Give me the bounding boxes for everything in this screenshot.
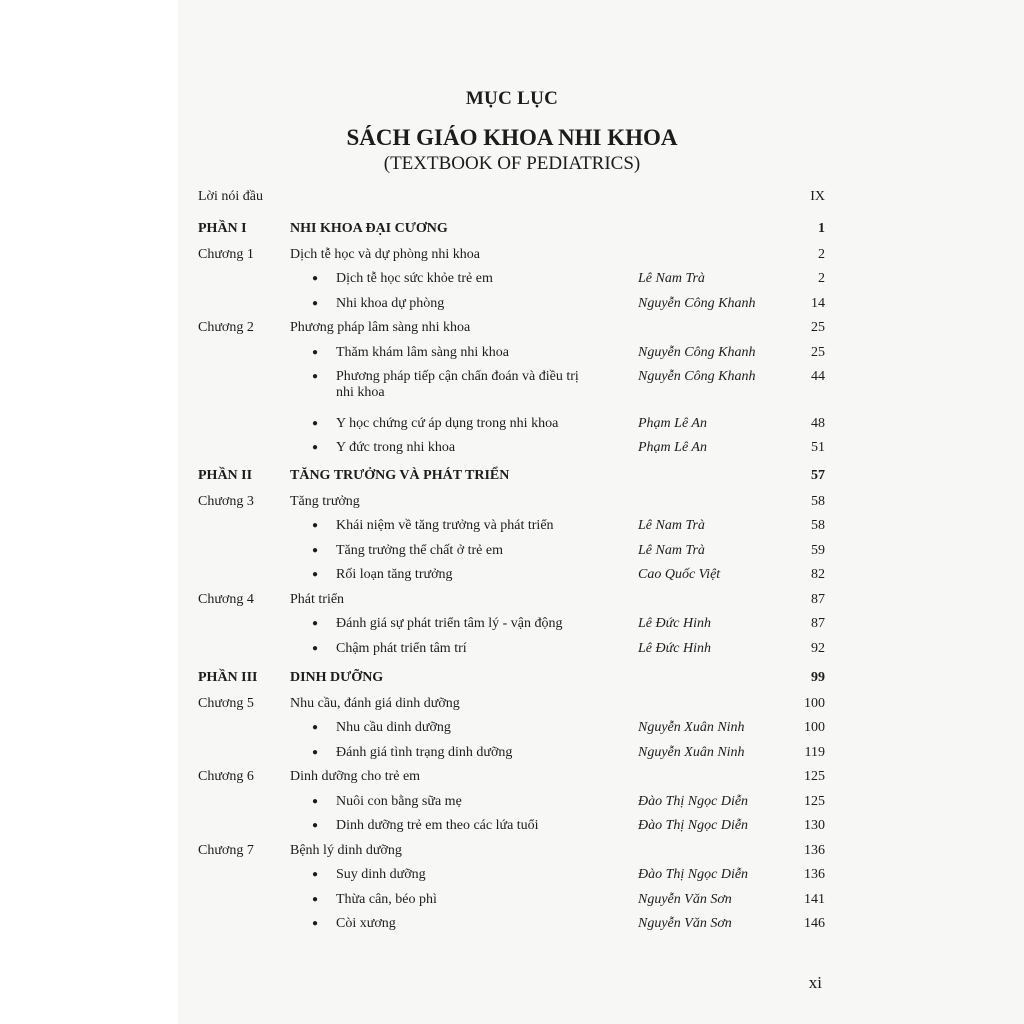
section-author: Lê Nam Trà [638,542,705,558]
section-page: 92 [811,640,825,656]
section-title: Y đức trong nhi khoa [336,440,456,455]
part-label: PHẦN II [198,468,253,483]
section-page: 2 [818,271,825,286]
part-title: DINH DƯỠNG [290,670,384,685]
part-title: NHI KHOA ĐẠI CƯƠNG [290,221,448,236]
section-author: Phạm Lê An [638,440,707,455]
part-label: PHẦN I [198,221,247,236]
bullet-icon: ● [312,273,319,284]
section-page: 25 [811,344,825,360]
bullet-icon: ● [312,297,319,309]
section-author: Đào Thị Ngọc Diễn [638,818,749,833]
toc-row-section [0,866,1024,888]
section-title: Nuôi con bằng sữa mẹ [336,793,462,809]
part-page: 99 [811,670,825,685]
chapter-title: Phát triển [290,591,345,607]
section-author: Nguyễn Công Khanh [638,295,756,311]
toc-row-chapter [0,842,1024,864]
toc-row-section [0,270,1024,292]
part-title: TĂNG TRƯỞNG VÀ PHÁT TRIỂN [290,468,510,483]
section-author: Lê Đức Hinh [638,640,711,656]
section-page: 51 [811,440,825,455]
section-page: 44 [811,369,825,384]
chapter-page: 100 [804,695,825,711]
page-number: xi [808,973,822,992]
bullet-icon: ● [312,722,319,733]
toc-row-chapter [0,591,1024,613]
bullet-icon: ● [312,569,319,580]
toc-row-section [0,817,1024,839]
toc-row-section [0,295,1024,317]
bullet-icon: ● [312,520,319,531]
chapter-label: Chương 7 [198,842,254,858]
bullet-icon: ● [312,371,319,382]
section-author: Đào Thị Ngọc Diễn [638,867,749,882]
section-page: 14 [811,295,825,311]
section-page: 59 [811,542,825,558]
section-title: Tăng trưởng thể chất ở trẻ em [336,542,504,558]
toc-row-section [0,566,1024,588]
section-author: Cao Quốc Việt [638,567,721,582]
bullet-icon: ● [312,918,319,929]
toc-row-part [0,669,1024,691]
toc-row-section [0,344,1024,366]
section-title: Dinh dưỡng trẻ em theo các lứa tuổi [336,818,539,833]
chapter-title: Bệnh lý dinh dưỡng [290,842,402,858]
section-title: Phương pháp tiếp cận chẩn đoán và điều trị [336,369,579,384]
toc-row-section [0,915,1024,937]
section-title: Thừa cân, béo phì [336,891,437,907]
section-author: Phạm Lê An [638,415,707,431]
section-page: 141 [804,891,825,907]
toc-row-section [0,640,1024,662]
chapter-page: 125 [804,769,825,784]
chapter-label: Chương 5 [198,695,254,711]
section-page: 58 [811,518,825,533]
section-page: 48 [811,415,825,431]
section-page: 100 [804,720,825,735]
section-title: Nhu cầu dinh dưỡng [336,720,451,735]
chapter-title: Nhu cầu, đánh giá dinh dưỡng [290,695,460,711]
chapter-title: Dinh dưỡng cho trẻ em [290,769,421,784]
chapter-page: 2 [818,246,825,262]
part-page: 1 [818,221,825,236]
chapter-page: 87 [811,591,825,607]
section-page: 82 [811,567,825,582]
section-author: Nguyễn Văn Sơn [638,916,732,931]
section-title: Dịch tễ học sức khỏe trẻ em [336,271,493,286]
toc-row-section [0,615,1024,637]
section-page: 146 [804,916,825,931]
section-title: Suy dinh dưỡng [336,867,426,882]
chapter-title: Tăng trưởng [290,493,360,509]
toc-row-chapter [0,493,1024,515]
toc-row-chapter [0,319,1024,341]
section-page: 119 [804,744,825,760]
section-title: Rối loạn tăng trưởng [336,567,453,582]
bullet-icon: ● [312,544,319,556]
section-page: 125 [804,793,825,809]
section-author: Đào Thị Ngọc Diễn [638,793,749,809]
toc-row-part [0,220,1024,242]
toc-row-section [0,415,1024,437]
toc-row-section [0,744,1024,766]
chapter-page: 58 [811,493,825,509]
toc-row-chapter [0,246,1024,268]
part-page: 57 [811,468,825,483]
section-author: Nguyễn Xuân Ninh [638,744,745,760]
chapter-label: Chương 4 [198,591,254,607]
bullet-icon: ● [312,746,319,758]
section-title: Y học chứng cứ áp dụng trong nhi khoa [336,415,559,431]
chapter-label: Chương 1 [198,246,254,262]
chapter-title: Dịch tễ học và dự phòng nhi khoa [290,246,480,262]
bullet-icon: ● [312,893,319,905]
bullet-icon: ● [312,417,319,429]
toc-row-section [0,719,1024,741]
section-title: Còi xương [336,916,396,931]
toc-heading: MỤC LỤC [465,88,559,109]
section-author: Lê Đức Hinh [638,616,711,631]
toc-row-part [0,467,1024,489]
section-page: 130 [804,818,825,833]
chapter-page: 136 [804,842,825,858]
toc-row-section [0,891,1024,913]
toc-row-section [0,368,1024,400]
section-author: Lê Nam Trà [638,518,705,533]
chapter-title: Phương pháp lâm sàng nhi khoa [290,320,471,335]
toc-row-section [0,793,1024,815]
toc-row-chapter [0,695,1024,717]
toc-row-section [0,517,1024,539]
bullet-icon: ● [312,795,319,807]
section-title-continued: nhi khoa [336,385,385,400]
toc-row-section [0,542,1024,564]
section-author: Lê Nam Trà [638,271,705,286]
section-page: 87 [811,616,825,631]
bullet-icon: ● [312,618,319,629]
section-title: Thăm khám lâm sàng nhi khoa [336,344,510,360]
section-author: Nguyễn Công Khanh [638,369,756,384]
section-title: Đánh giá tình trạng dinh dưỡng [336,744,513,760]
book-subtitle: (TEXTBOOK OF PEDIATRICS) [383,153,641,174]
preface-label: Lời nói đầu [198,189,263,204]
chapter-label: Chương 2 [198,320,254,335]
toc-row-section [0,439,1024,461]
bullet-icon: ● [312,442,319,453]
section-title: Khái niệm về tăng trưởng và phát triển [336,518,554,533]
bullet-icon: ● [312,642,319,654]
section-title: Đánh giá sự phát triển tâm lý - vận động [336,616,563,631]
bullet-icon: ● [312,820,319,831]
section-author: Nguyễn Công Khanh [638,344,756,360]
part-label: PHẦN III [198,670,258,685]
section-page: 136 [804,867,825,882]
chapter-page: 25 [811,320,825,335]
preface-page: IX [810,189,825,204]
bullet-icon: ● [312,869,319,880]
bullet-icon: ● [312,346,319,358]
toc-row-chapter [0,768,1024,790]
toc-row-preface [0,188,1024,210]
section-title: Nhi khoa dự phòng [336,295,445,311]
book-title: SÁCH GIÁO KHOA NHI KHOA [346,125,678,150]
section-title: Chậm phát triển tâm trí [336,640,467,656]
section-author: Nguyễn Xuân Ninh [638,720,745,735]
chapter-label: Chương 3 [198,493,254,509]
chapter-label: Chương 6 [198,769,254,784]
section-author: Nguyễn Văn Sơn [638,891,732,907]
